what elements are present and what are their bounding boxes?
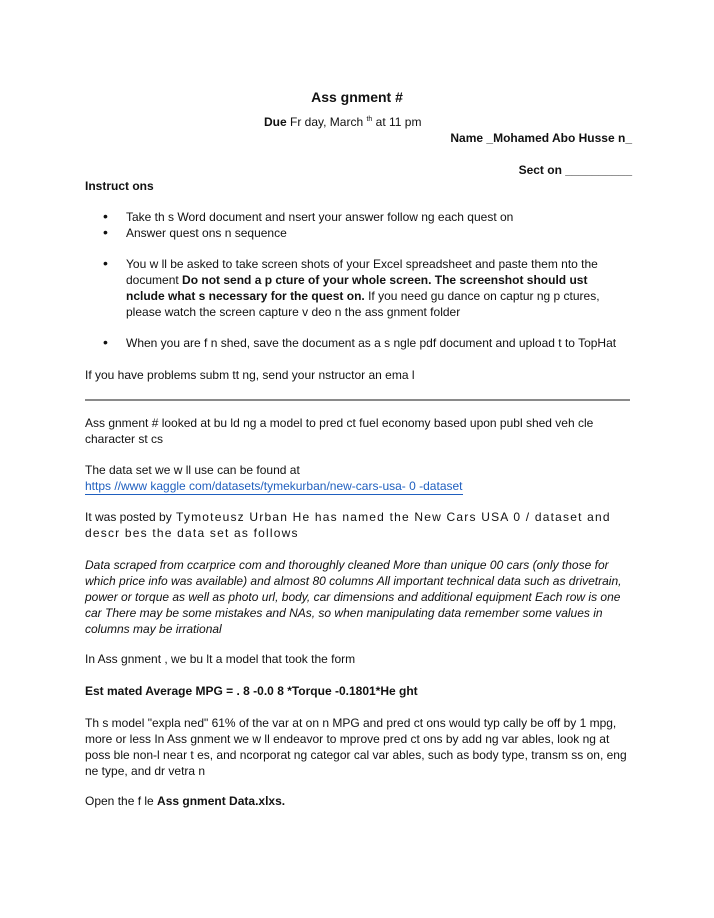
dataset-link[interactable]: https //www kaggle com/datasets/tymekurban/new-cars-usa- 0 -dataset	[85, 479, 463, 493]
assignment-title: Ass gnment #	[311, 89, 403, 105]
section-line: Sect on __________	[518, 163, 632, 177]
instruction-item: When you are f n shed, save the document as a s ngle pdf document and upload t to TopHat	[126, 336, 617, 350]
dataset-paragraph	[85, 462, 630, 494]
open-file-line	[85, 793, 630, 809]
instruction-item: Take th s Word document and nsert your answer follow ng each quest on	[126, 210, 514, 224]
bullet-icon: •	[103, 208, 108, 224]
dataset-line: The data set we w ll use can be found at	[85, 463, 300, 477]
instruction-item: Answer quest ons n sequence	[126, 226, 287, 240]
instruction-item-screenshots	[126, 256, 626, 320]
bullet-icon: •	[103, 334, 108, 350]
instruction-text: You w ll be asked to take screen shots of your Excel spreadsheet and paste them nto the document	[126, 257, 598, 287]
instructions-heading: Instruct ons	[85, 179, 154, 193]
posted-by-paragraph	[85, 509, 630, 541]
bullet-icon: •	[103, 255, 108, 271]
previous-model-line: In Ass gnment , we bu lt a model that took the form	[85, 652, 356, 666]
problems-note: If you have problems subm tt ng, send your nstructor an ema l	[85, 368, 415, 382]
student-name: Name _Mohamed Abo Husse n_	[450, 131, 632, 145]
model-formula: Est mated Average MPG = . 8 -0.0 8 *Torque -0.1801*He ght	[85, 684, 418, 698]
instruction-bold-text: Do not send a p cture of your whole screen. The screenshot should ust nclude what s necessary for the quest on.	[126, 273, 588, 303]
posted-by-description: Tymoteusz Urban He has named the New Cars USA 0 / dataset and descr bes the data set as follows	[85, 510, 611, 540]
due-superscript: th	[366, 116, 373, 123]
instruction-text: If you need gu dance on captur ng p ctures, please watch the screen capture v deo n the ass gnment folder	[126, 289, 600, 319]
intro-paragraph: Ass gnment # looked at bu ld ng a model to pred ct fuel economy based upon publ shed veh cle character st cs	[85, 416, 594, 446]
due-time: at 11 pm	[375, 115, 422, 129]
due-date-line	[264, 115, 421, 129]
explained-paragraph: Th s model "expla ned" 61% of the var at on n MPG and pred ct ons would typ cally be off by 1 mpg, more or less In Ass gnment we w ll endeavor to mprove pred ct ons by add ng var ables, look ng at poss ble non-l near t es, and ncorporat ng categor cal var ables, such as body type, transm ss on, eng ne type, and dr vetra n	[85, 716, 627, 778]
bullet-icon: •	[103, 224, 108, 240]
due-label: Due	[264, 115, 287, 129]
posted-by-text: It was posted by	[85, 510, 172, 524]
due-day: Fr day, March	[290, 115, 364, 129]
open-file-text: Open the f le	[85, 794, 158, 808]
data-file-name: Ass gnment Data.xlxs.	[157, 794, 286, 808]
section-divider	[85, 399, 630, 401]
dataset-quote: Data scraped from ccarprice com and thoroughly cleaned More than unique 00 cars (only those for which price info was available) and almost 80 columns All important technical data such as drivetrain, power or torque as well as photo url, body, car dimensions and additional equipment Each row is one car There may be some mistakes and NAs, so when manipulating data remember some values in columns may be irrational	[85, 558, 622, 636]
